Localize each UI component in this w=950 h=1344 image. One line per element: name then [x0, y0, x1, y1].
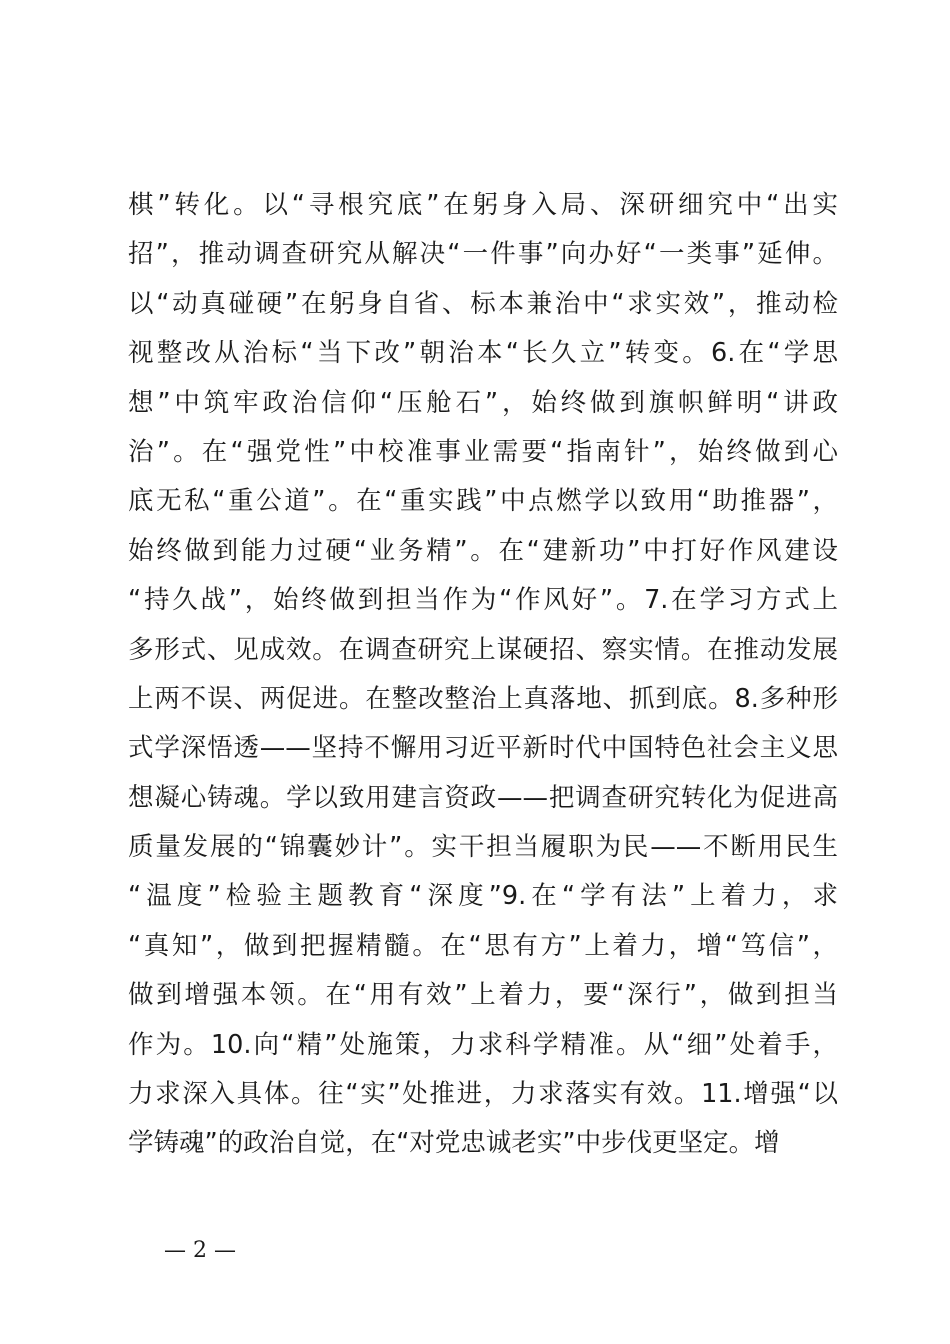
text-line: 上两不误、两促进。在整改整治上真落地、抓到底。8.多种形: [128, 683, 838, 714]
text-line: “持久战”，始终做到担当作为“作风好”。7.在学习方式上: [128, 585, 838, 616]
text-line: 视整改从治标“当下改”朝治本“长久立”转变。6.在“学思: [128, 338, 838, 369]
text-line: 力求深入具体。往“实”处推进，力求落实有效。11.增强“以: [128, 1079, 838, 1110]
text-line: 底无私“重公道”。在“重实践”中点燃学以致用“助推器”，: [128, 486, 838, 517]
text-line: 做到增强本领。在“用有效”上着力，要“深行”，做到担当: [128, 980, 838, 1011]
page-number: — 2 —: [164, 1238, 236, 1263]
text-line: 多形式、见成效。在调查研究上谋硬招、察实情。在推动发展: [128, 634, 838, 665]
text-line: 学铸魂”的政治自觉，在“对党忠诚老实”中步伐更坚定。增: [128, 1128, 780, 1159]
text-line: 作为。10.向“精”处施策，力求科学精准。从“细”处着手，: [128, 1029, 838, 1060]
text-line: “真知”，做到把握精髓。在“思有方”上着力，增“笃信”，: [128, 930, 838, 961]
text-line: 式学深悟透——坚持不懈用习近平新时代中国特色社会主义思: [128, 733, 838, 764]
text-line: 想凝心铸魂。学以致用建言资政——把调查研究转化为促进高: [128, 782, 838, 813]
text-line: 招”，推动调查研究从解决“一件事”向办好“一类事”延伸。: [128, 239, 838, 270]
body-text: [128, 181, 838, 1169]
text-line: 想”中筑牢政治信仰“压舱石”，始终做到旗帜鲜明“讲政: [128, 387, 838, 418]
text-line: 以“动真碰硬”在躬身自省、标本兼治中“求实效”，推动检: [128, 288, 838, 319]
text-line: 质量发展的“锦囊妙计”。实干担当履职为民——不断用民生: [128, 832, 838, 863]
text-line: 始终做到能力过硬“业务精”。在“建新功”中打好作风建设: [128, 535, 838, 566]
text-line: 治”。在“强党性”中校准事业需要“指南针”，始终做到心: [128, 436, 838, 467]
text-line: “温度”检验主题教育“深度”9.在“学有法”上着力，求: [128, 881, 838, 912]
text-line: 棋”转化。以“寻根究底”在躬身入局、深研细究中“出实: [128, 190, 838, 220]
